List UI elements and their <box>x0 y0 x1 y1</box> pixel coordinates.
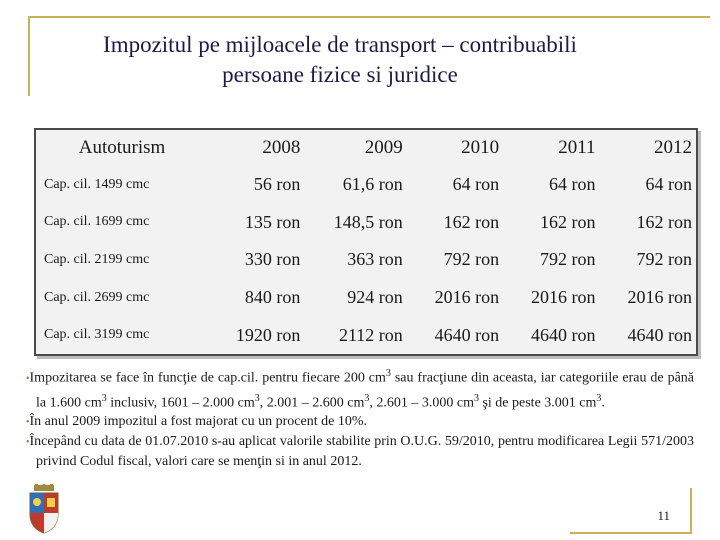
row-label: Cap. cil. 3199 cmc <box>44 327 150 343</box>
page-number-frame <box>570 488 692 534</box>
superscript: 3 <box>101 392 107 404</box>
table-cell: 64 ron <box>645 174 692 195</box>
table-cell: 162 ron <box>443 211 500 232</box>
table-cell: 840 ron <box>244 287 301 308</box>
header-2009: 2009 <box>364 137 403 158</box>
note-text: În anul 2009 impozitul a fost majorat cu un procent de 10%. <box>29 414 367 430</box>
header-2011: 2011 <box>558 137 596 158</box>
row-label: Cap. cil. 1499 cmc <box>44 176 150 192</box>
header-autoturism: Autoturism <box>78 137 166 158</box>
table-row <box>36 166 696 204</box>
table-cell: 363 ron <box>347 249 403 270</box>
table-cell: 162 ron <box>636 211 692 232</box>
table-cell: 135 ron <box>244 211 301 232</box>
table-cell: 4640 ron <box>531 324 596 345</box>
slide-title <box>30 30 650 90</box>
superscript: 3 <box>254 392 260 404</box>
coat-of-arms-icon <box>26 484 62 534</box>
table-cell: 2112 ron <box>338 324 403 345</box>
table-cell: 924 ron <box>347 287 403 308</box>
note-1 <box>26 364 694 412</box>
bullet-icon: • <box>26 437 30 449</box>
table-cell: 1920 ron <box>235 324 301 345</box>
note-text: , 2.001 – 2.600 cm <box>259 395 365 411</box>
table-cell: 792 ron <box>540 249 596 270</box>
note-text: . <box>601 395 605 411</box>
superscript: 3 <box>596 392 602 404</box>
table-cell: 64 ron <box>452 174 500 195</box>
note-text: , 2.601 – 3.000 cm <box>369 395 474 411</box>
row-label: Cap. cil. 1699 cmc <box>44 214 150 230</box>
row-label: Cap. cil. 2199 cmc <box>44 251 150 267</box>
table-cell: 4640 ron <box>627 324 692 345</box>
header-2008: 2008 <box>262 137 301 158</box>
note-text: Impozitarea se face în funcţie de cap.cil. pentru fiecare 200 cm <box>29 370 386 386</box>
bullet-icon: • <box>26 373 30 385</box>
bullet-icon: • <box>26 417 30 429</box>
header-2012: 2012 <box>654 137 692 158</box>
table-row <box>36 279 696 317</box>
table-cell: 792 ron <box>636 249 692 270</box>
table-cell: 162 ron <box>540 211 596 232</box>
superscript: 3 <box>364 392 370 404</box>
note-text: inclusiv, 1601 – 2.000 cm <box>106 395 255 411</box>
note-3 <box>26 432 694 471</box>
table-cell: 4640 ron <box>434 324 500 345</box>
table-row <box>36 316 696 354</box>
table-cell: 64 ron <box>549 174 596 195</box>
notes <box>26 364 694 471</box>
superscript: 3 <box>473 392 479 404</box>
superscript: 3 <box>385 368 391 379</box>
page-number: 11 <box>657 508 670 523</box>
note-text: sau fracţiune din aceasta, iar categoriile erau de până la 1.600 cm <box>36 370 694 411</box>
tax-table <box>34 128 698 356</box>
header-2010: 2010 <box>461 137 500 158</box>
title-line-2: persoane fizice si juridice <box>222 62 458 87</box>
table-row <box>36 204 696 242</box>
note-2 <box>26 412 694 432</box>
table-row <box>36 241 696 279</box>
table-cell: 56 ron <box>253 174 301 195</box>
table-cell: 2016 ron <box>627 287 692 308</box>
table-cell: 2016 ron <box>434 287 500 308</box>
title-line-1: Impozitul pe mijloacele de transport – contribuabili <box>103 32 577 57</box>
table-cell: 330 ron <box>244 249 301 270</box>
table-cell: 148,5 ron <box>333 211 403 232</box>
table-header-row <box>36 130 696 166</box>
row-label: Cap. cil. 2699 cmc <box>44 289 150 305</box>
note-text: Începând cu data de 01.07.2010 s-au aplicat valorile stabilite prin O.U.G. 59/2010, pentru modificarea Legii 571/2003 privind Codul fiscal, valori care se menţin si in anul 2012. <box>29 434 694 470</box>
table-cell: 2016 ron <box>531 287 596 308</box>
table-cell: 792 ron <box>443 249 500 270</box>
note-text: şi de peste 3.001 cm <box>478 395 597 411</box>
table-cell: 61,6 ron <box>342 174 403 195</box>
